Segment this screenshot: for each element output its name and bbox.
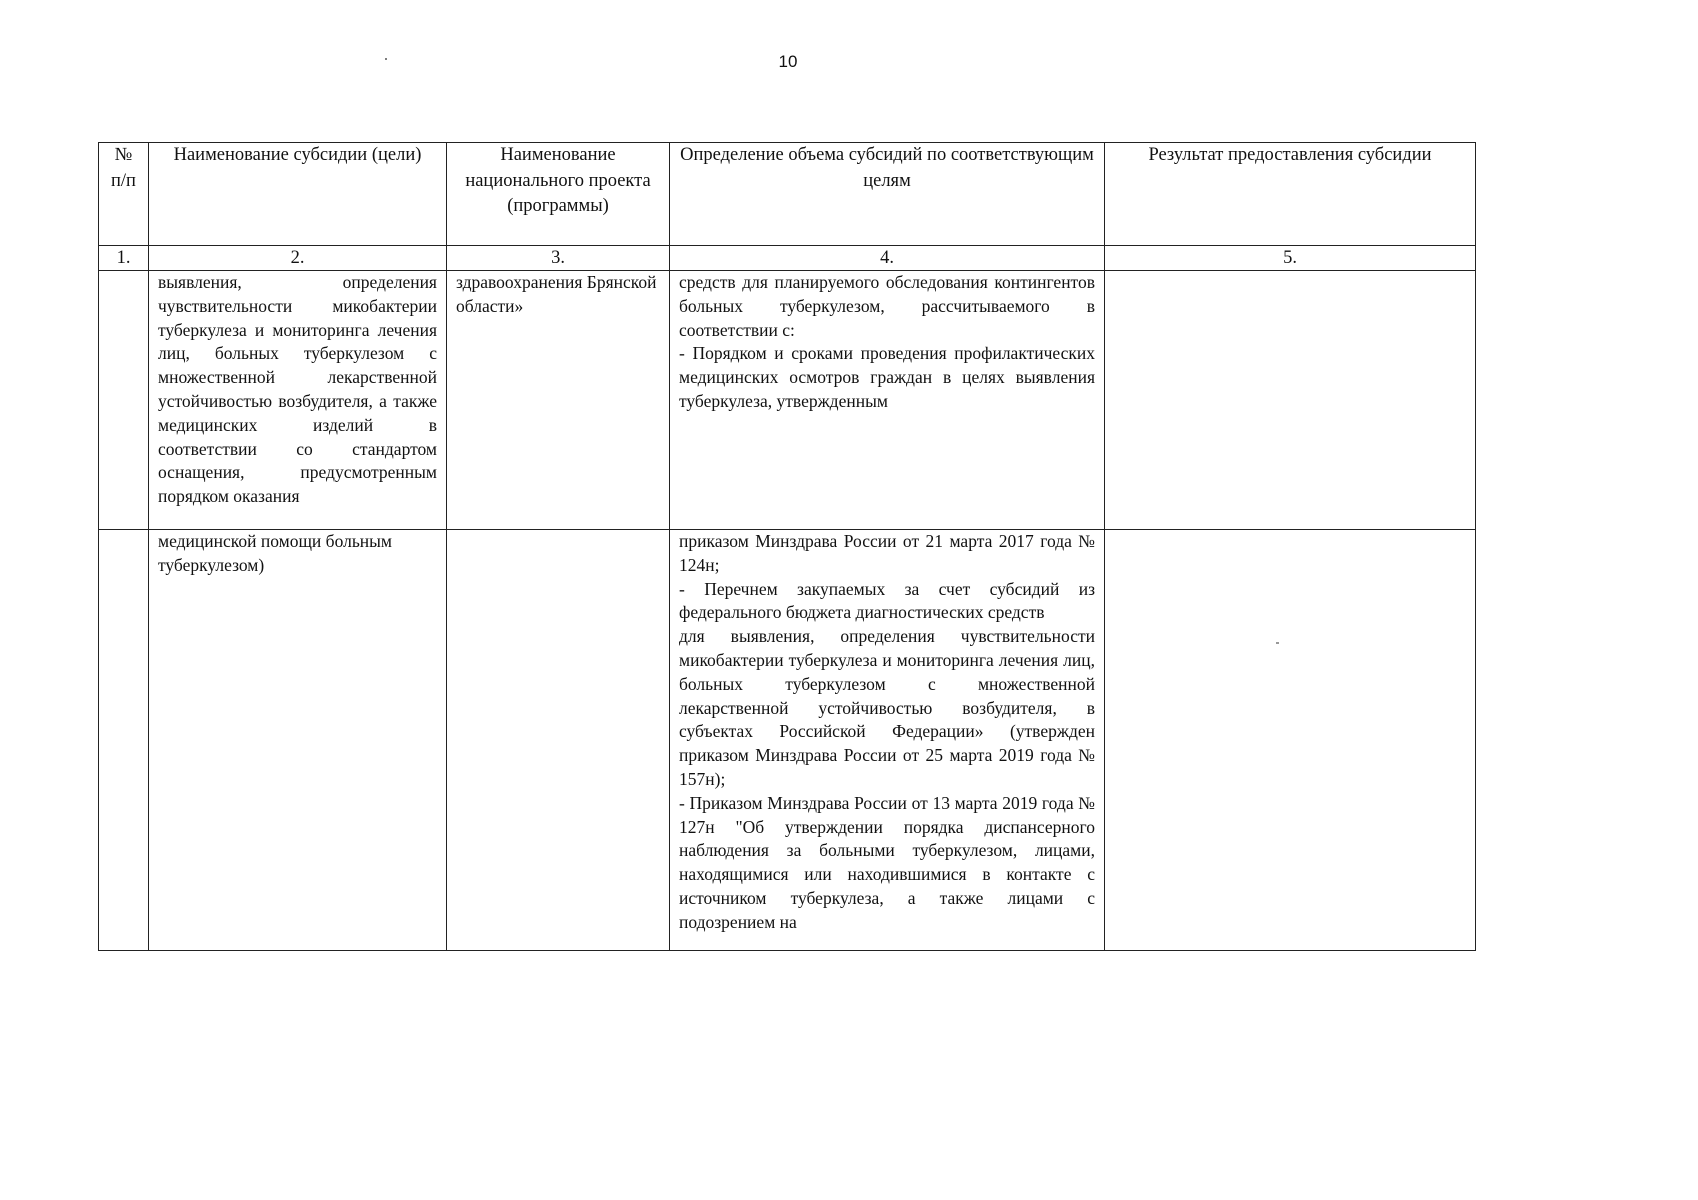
- table-header-row: [99, 143, 1476, 246]
- table-row: [99, 271, 1476, 530]
- column-number-2: 2.: [149, 246, 447, 271]
- scan-speck: [1276, 642, 1279, 644]
- header-number: № п/п: [99, 143, 149, 246]
- national-project-cell: [447, 530, 670, 951]
- subsidy-name-cell: выявления, определения чувствительности микобактерии туберкулеза и мониторинга лечения лиц, больных туберкулезом с множественной лекарственной устойчивостью возбудителя, а также медицинских изделий в соответствии со стандартом оснащения, предусмотренным порядком оказания: [149, 271, 447, 530]
- subsidy-name-cell: медицинской помощи больным туберкулезом): [149, 530, 447, 951]
- subsidy-volume-cell: приказом Минздрава России от 21 марта 2017 года № 124н; - Перечнем закупаемых за счет субсидий из федерального бюджета диагностических средств для выявления, определения чувствительности микобактерии туберкулеза и мониторинга лечения лиц, больных туберкулезом с множественной лекарственной устойчивостью возбудителя, в субъектах Российской Федерации» (утвержден приказом Минздрава России от 25 марта 2019 года № 157н); - Приказом Минздрава России от 13 марта 2019 года № 127н "Об утверждении порядка диспансерного наблюдения за больными туберкулезом, лицами, находящимися или находившимися в контакте с источником туберкулеза, а также лицами с подозрением на: [670, 530, 1105, 951]
- subsidy-table: [98, 142, 1476, 951]
- page-number: 10: [778, 52, 798, 71]
- header-national-project: Наименование национального проекта (программы): [447, 143, 670, 246]
- row-number-cell: [99, 271, 149, 530]
- column-number-5: 5.: [1105, 246, 1476, 271]
- subsidy-result-cell: [1105, 271, 1476, 530]
- column-number-1: 1.: [99, 246, 149, 271]
- table-row: [99, 530, 1476, 951]
- row-number-cell: [99, 530, 149, 951]
- national-project-cell: здравоохранения Брянской области»: [447, 271, 670, 530]
- column-number-row: [99, 246, 1476, 271]
- column-number-4: 4.: [670, 246, 1105, 271]
- subsidy-volume-cell: средств для планируемого обследования контингентов больных туберкулезом, рассчитываемого в соответствии с: - Порядком и сроками проведения профилактических медицинских осмотров граждан в целях выявления туберкулеза, утвержденным: [670, 271, 1105, 530]
- header-subsidy-volume: Определение объема субсидий по соответствующим целям: [670, 143, 1105, 246]
- scan-speck: [385, 58, 387, 60]
- column-number-3: 3.: [447, 246, 670, 271]
- header-subsidy-result: Результат предоставления субсидии: [1105, 143, 1476, 246]
- header-subsidy-name: Наименование субсидии (цели): [149, 143, 447, 246]
- subsidy-result-cell: [1105, 530, 1476, 951]
